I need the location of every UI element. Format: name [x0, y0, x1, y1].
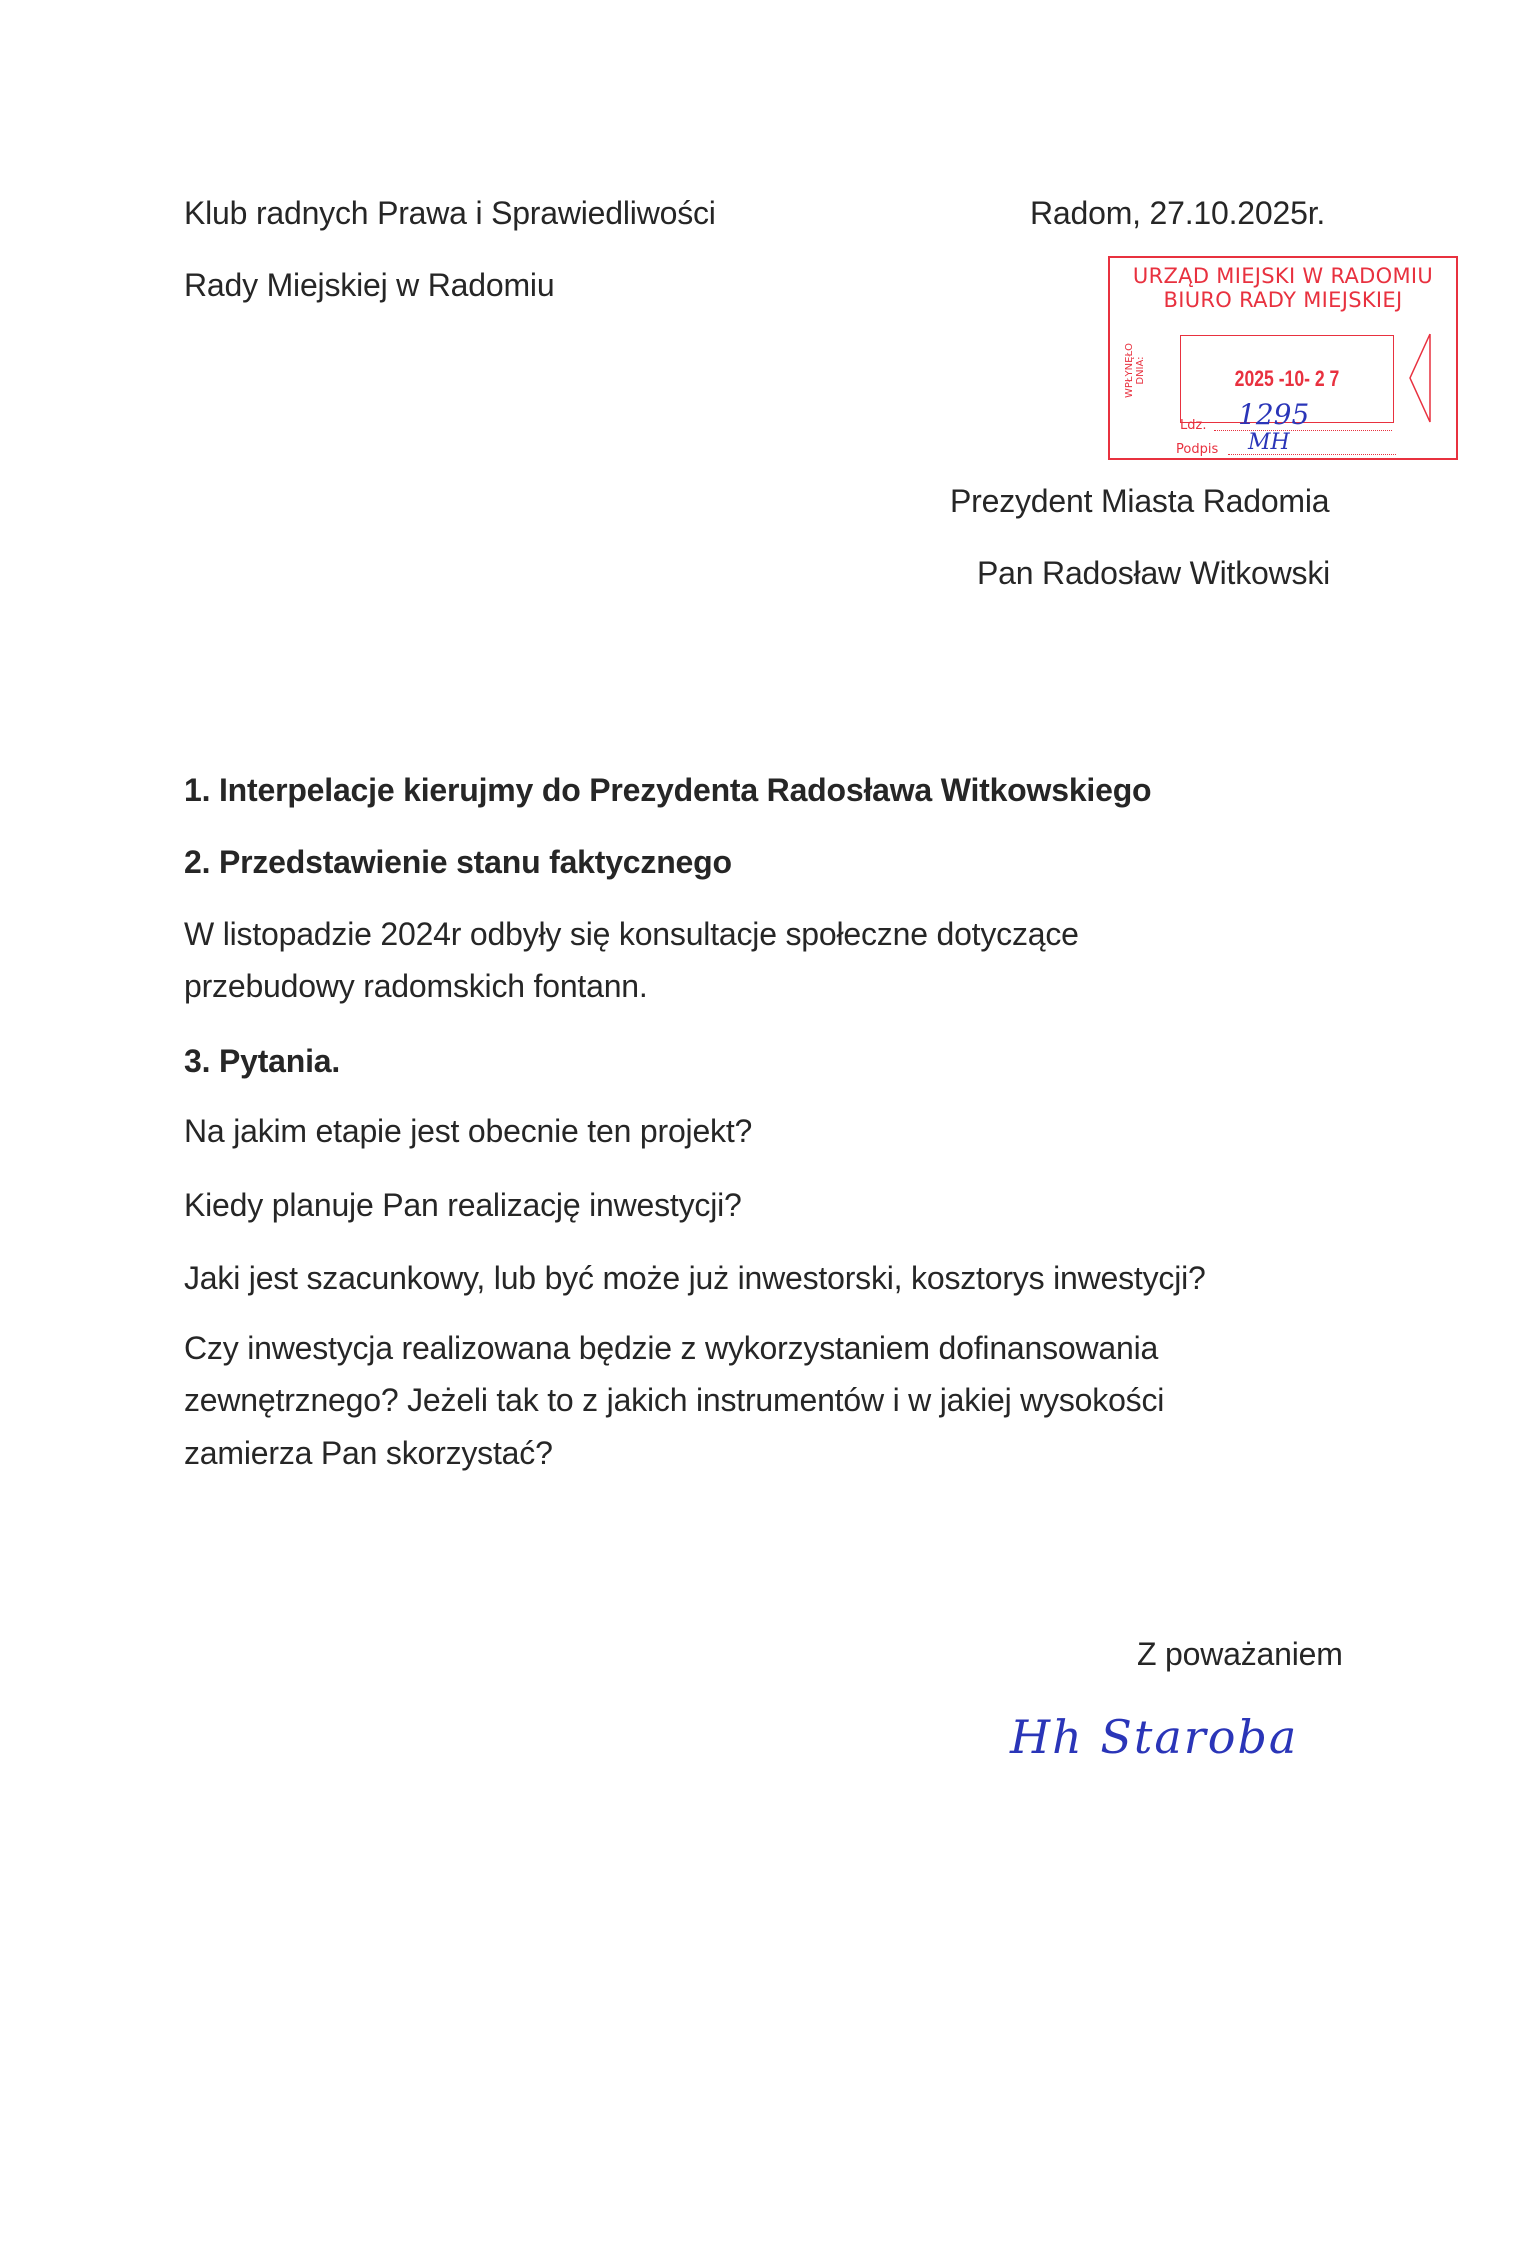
stamp-ldz-value: 1295 — [1238, 398, 1310, 431]
question-4-line-3: zamierza Pan skorzystać? — [184, 1435, 553, 1471]
stamp-side-label-2: DNIA: — [1135, 356, 1146, 385]
section-2-text-line-2: przebudowy radomskich fontann. — [184, 968, 648, 1004]
stamp-triangle-icon — [1408, 332, 1432, 424]
question-4-line-2: zewnętrznego? Jeżeli tak to z jakich instrumentów i w jakiej wysokości — [184, 1382, 1165, 1418]
stamp-side-label-1: WPŁYNĘŁO — [1124, 343, 1135, 398]
stamp-podpis-label: Podpis — [1176, 442, 1219, 457]
sender-line-2: Rady Miejskiej w Radomiu — [184, 267, 555, 303]
signature: Hh Staroba — [1010, 1710, 1299, 1764]
stamp-podpis-value: MH — [1248, 430, 1290, 455]
sender-line-1: Klub radnych Prawa i Sprawiedliwości — [184, 195, 716, 231]
stamp-line-2: BIURO RADY MIEJSKIEJ — [1163, 288, 1403, 312]
section-2-heading: 2. Przedstawienie stanu faktycznego — [184, 844, 732, 880]
section-3-heading: 3. Pytania. — [184, 1043, 341, 1079]
registry-stamp — [1108, 256, 1458, 460]
stamp-date: 2025 -10- 2 7 — [1234, 366, 1340, 391]
question-3: Jaki jest szacunkowy, lub być może już inwestorski, kosztorys inwestycji? — [184, 1260, 1206, 1296]
recipient-line-1: Prezydent Miasta Radomia — [950, 483, 1330, 519]
stamp-side-label — [1124, 343, 1146, 398]
section-2-text-line-1: W listopadzie 2024r odbyły się konsultacje społeczne dotyczące — [184, 916, 1079, 952]
question-1: Na jakim etapie jest obecnie ten projekt? — [184, 1113, 753, 1149]
question-4-line-1: Czy inwestycja realizowana będzie z wykorzystaniem dofinansowania — [184, 1330, 1159, 1366]
place-date: Radom, 27.10.2025r. — [1030, 195, 1326, 231]
stamp-ldz-label: Ldz. — [1180, 418, 1207, 433]
closing: Z poważaniem — [1137, 1636, 1343, 1672]
stamp-line-1: URZĄD MIEJSKI W RADOMIU — [1132, 264, 1434, 288]
section-1-heading: 1. Interpelacje kierujmy do Prezydenta Radosława Witkowskiego — [184, 772, 1152, 808]
recipient-line-2: Pan Radosław Witkowski — [977, 555, 1331, 591]
question-2: Kiedy planuje Pan realizację inwestycji? — [184, 1187, 742, 1223]
